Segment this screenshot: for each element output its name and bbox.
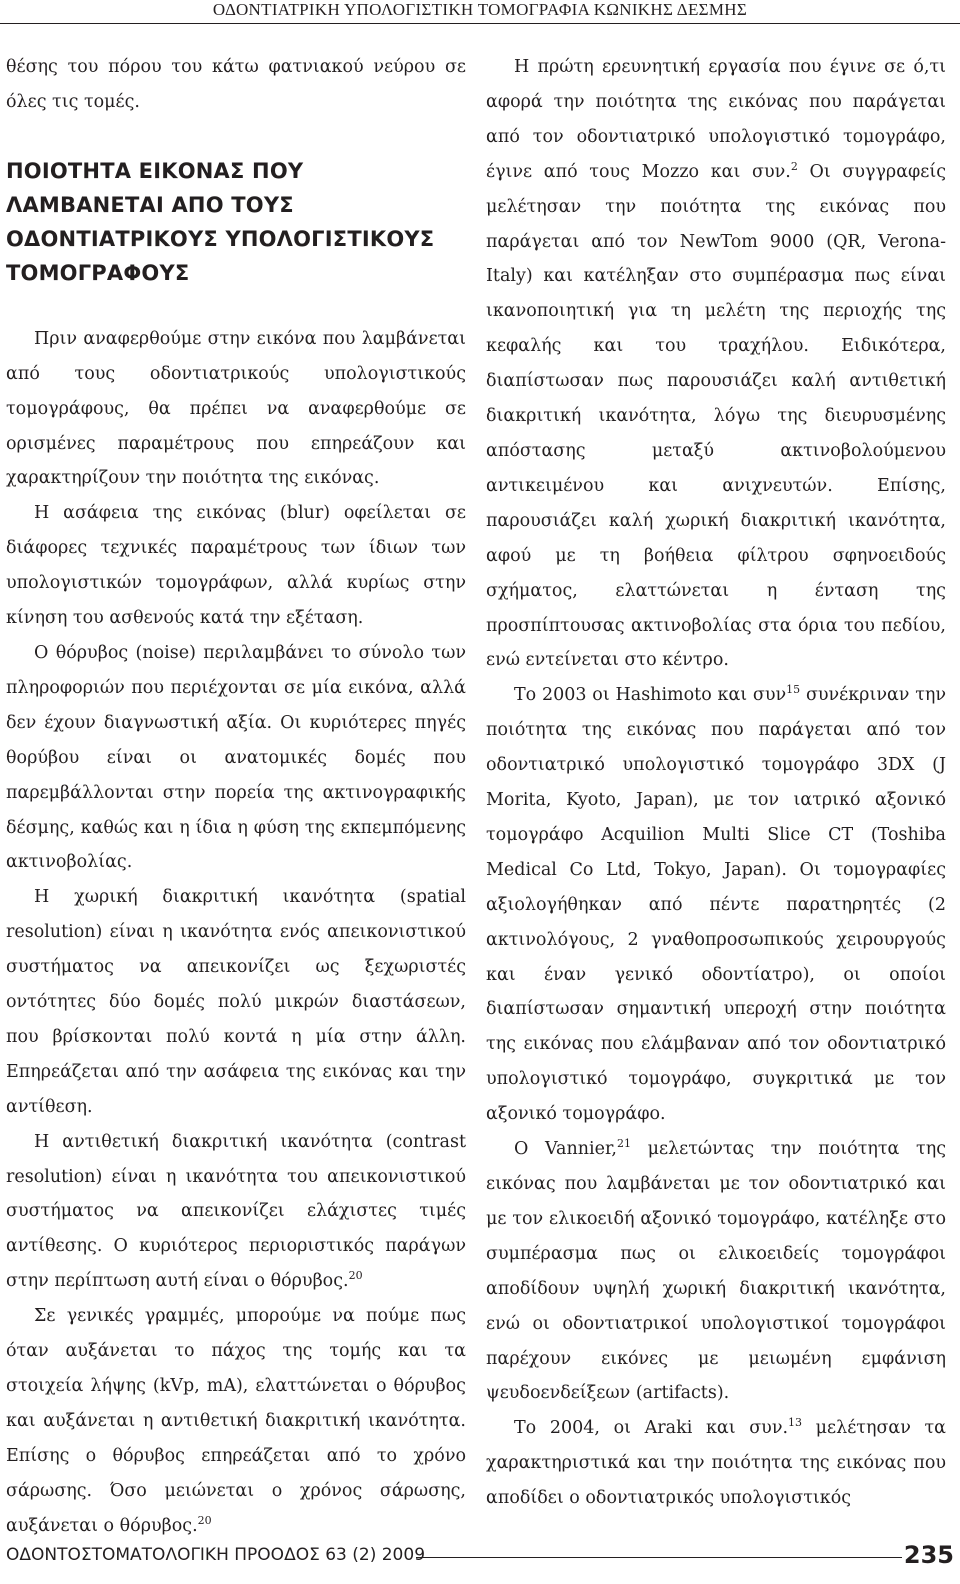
paragraph-7 bbox=[486, 50, 946, 678]
reference-mark: 15 bbox=[786, 683, 801, 697]
paragraph-8-text-b: συνέκριναν την ποιότητα της εικόνας που παράγεται από τον οδοντιατρικό υπολογιστικό τομογράφο 3DX (J Morita, Kyoto, Japan), με τον ιατρικό αξονικό τομογράφο Acquilion Multi Slice CT (Toshiba Medical Co Ltd, Tokyo, Japan). Οι τομογραφίες αξιολογήθηκαν από πέντε παρατηρητές (2 ακτινολόγους, 2 γναθοπροσωπικούς χειρουργούς και έναν γενικό οδοντίατρο), οι οποίοι διαπίστωσαν σημαντική υπεροχή στην ποιότητα της εικόνας που ελάμβαναν από τον οδοντιατρικό υπολογιστικό τομογράφο, συγκριτικά με τον αξονικό τομογράφο. bbox=[486, 685, 946, 1125]
paragraph-3: Ο θόρυβος (noise) περιλαμβάνει το σύνολο των πληροφοριών που περιέχονται σε μία εικόνα, αλλά δεν έχουν διαγνωστική αξία. Οι κυριότερες πηγές θορύβου είναι οι ανατομικές δομές που παρεμβάλλονται στην πορεία της ακτινογραφικής δέσμης, καθώς και η ίδια η φύση της εκπεμπόμενης ακτινοβολίας. bbox=[6, 642, 466, 873]
footer-journal-title: ΟΔΟΝΤΟΣΤΟΜΑΤΟΛΟΓΙΚΗ ΠΡΟΟΔΟΣ 63 (2) 2009 bbox=[6, 1545, 426, 1565]
paragraph-1: Πριν αναφερθούμε στην εικόνα που λαμβάνεται από τους οδοντιατρικούς υπολογιστικούς τομογράφους, θα πρέπει να αναφερθούμε σε ορισμένες παραμέτρους που επηρεάζουν και χαρακτηρίζουν την ποιότητα της εικόνας. bbox=[6, 328, 466, 489]
left-column bbox=[6, 50, 466, 1544]
page-number: 235 bbox=[903, 1541, 954, 1569]
reference-mark: 21 bbox=[616, 1137, 631, 1151]
paragraph-9-text-b: μελετώντας την ποιότητα της εικόνας που λαμβάνεται με τον οδοντιατρικό και με τον ελικοειδή αξονικό τομογράφο, κατέληξε στο συμπέρασμα πως οι ελικοειδείς τομογράφοι αποδίδουν υψηλή χωρική διακριτική ικανότητα, ενώ οι οδοντιατρικοί υπολογιστικοί τομογράφοι παρέχουν εικόνες με μειωμένη εμφάνιση ψευδοενδείξεων (artifacts). bbox=[486, 1139, 947, 1404]
intro-paragraph: θέσης του πόρου του κάτω φατνιακού νεύρου σε όλες τις τομές. bbox=[6, 57, 466, 112]
paragraph-6 bbox=[6, 1299, 466, 1543]
paragraph-4: Η χωρική διακριτική ικανότητα (spatial resolution) είναι η ικανότητα ενός απεικονιστικού συστήματος να απεικονίζει ως ξεχωριστές οντότητες δύο δομές πολύ μικρών διαστάσεων, που βρίσκονται πολύ κοντά η μία στην άλλη. Επηρεάζεται από την ασάφεια της εικόνας και την αντίθεση. bbox=[6, 887, 466, 1117]
paragraph-7-text-a: Η πρώτη ερευνητική εργασία που έγινε σε ό,τι αφορά την ποιότητα της εικόνας που παράγεται από τον οδοντιατρικό υπολογιστικό τομογράφο, έγινε από τους Mozzo και συν. bbox=[486, 57, 946, 182]
page-footer bbox=[0, 1543, 960, 1573]
paragraph-8 bbox=[486, 678, 946, 1132]
paragraph-9-text-a: Ο Vannier, bbox=[514, 1139, 617, 1160]
paragraph-8-text-a: Το 2003 οι Hashimoto και συν bbox=[514, 685, 787, 706]
paragraph-10-text-a: Το 2004, οι Araki και συν. bbox=[514, 1418, 789, 1439]
paragraph-5-text: Η αντιθετική διακριτική ικανότητα (contrast resolution) είναι η ικανότητα του απεικονιστικού συστήματος να απεικονίζει ελάχιστες τιμές αντίθεσης. Ο κυριότερος περιοριστικός παράγων στην περίπτωση αυτή είναι ο θόρυβος. bbox=[6, 1131, 466, 1292]
paragraph-7-text-b: Οι συγγραφείς μελέτησαν την ποιότητα της εικόνας που παράγεται από τον NewTom 9000 (QR, Verona-Italy) και κατέληξαν στο συμπέρασμα πως είναι ικανοποιητική για τη μελέτη της περιοχής της κεφαλής και του τραχήλου. Ειδικότερα, διαπίστωσαν πως παρουσιάζει καλή αντιθετική διακριτική ικανότητα, λόγω της διευρυσμένης απόστασης μεταξύ ακτινοβολούμενου αντικειμένου και ανιχνευτών. Επίσης, παρουσιάζει καλή χωρική διακριτική ικανότητα, αφού με τη βοήθεια φίλτρου σφηνοειδούς σχήματος, ελαττώνεται η ένταση της προσπίπτουσας ακτινοβολίας στα όρια του πεδίου, ενώ εντείνεται στο κέντρο. bbox=[486, 161, 947, 671]
running-title: ΟΔΟΝΤΙΑΤΡΙΚΗ ΥΠΟΛΟΓΙΣΤΙΚΗ ΤΟΜΟΓΡΑΦΙΑ ΚΩΝΙΚΗΣ ΔΕΣΜΗΣ bbox=[212, 0, 748, 19]
running-header bbox=[0, 0, 960, 22]
paragraph-10 bbox=[486, 1411, 946, 1516]
paragraph-10-text-b: μελέτησαν τα χαρακτηριστικά και την ποιότητα της εικόνας που αποδίδει ο οδοντιατρικός υπολογιστικός bbox=[486, 1418, 947, 1509]
paragraph-5 bbox=[6, 1125, 466, 1300]
section-heading: ΠΟΙΟΤΗΤΑ ΕΙΚΟΝΑΣ ΠΟΥ ΛΑΜΒΑΝΕΤΑΙ ΑΠΟ ΤΟΥΣ ΟΔΟΝΤΙΑΤΡΙΚΟΥΣ ΥΠΟΛΟΓΙΣΤΙΚΟΥΣ ΤΟΜΟΓΡΑΦΟΥΣ bbox=[6, 158, 435, 285]
reference-mark: 20 bbox=[348, 1269, 363, 1283]
paragraph-6-text: Σε γενικές γραμμές, μπορούμε να πούμε πως όταν αυξάνεται το πάχος της τομής και τα στοιχεία λήψης (kVp, mA), ελαττώνεται ο θόρυβος και αυξάνεται η αντιθετική διακριτική ικανότητα. Επίσης ο θόρυβος επηρεάζεται από το χρόνο σάρωσης. Όσο μειώνεται ο χρόνος σάρωσης, αυξάνεται ο θόρυβος. bbox=[6, 1306, 466, 1536]
reference-mark: 20 bbox=[197, 1513, 212, 1527]
footer-rule bbox=[416, 1557, 902, 1558]
paragraph-2: Η ασάφεια της εικόνας (blur) οφείλεται σε διάφορες τεχνικές παραμέτρους των ίδιων των υπολογιστικών τομογράφων, αλλά κυρίως στην κίνηση του ασθενούς κατά την εξέταση. bbox=[6, 503, 466, 629]
reference-mark: 13 bbox=[788, 1416, 803, 1430]
paragraph-9 bbox=[486, 1132, 946, 1411]
right-column bbox=[486, 50, 946, 1516]
reference-mark: 2 bbox=[790, 159, 798, 173]
